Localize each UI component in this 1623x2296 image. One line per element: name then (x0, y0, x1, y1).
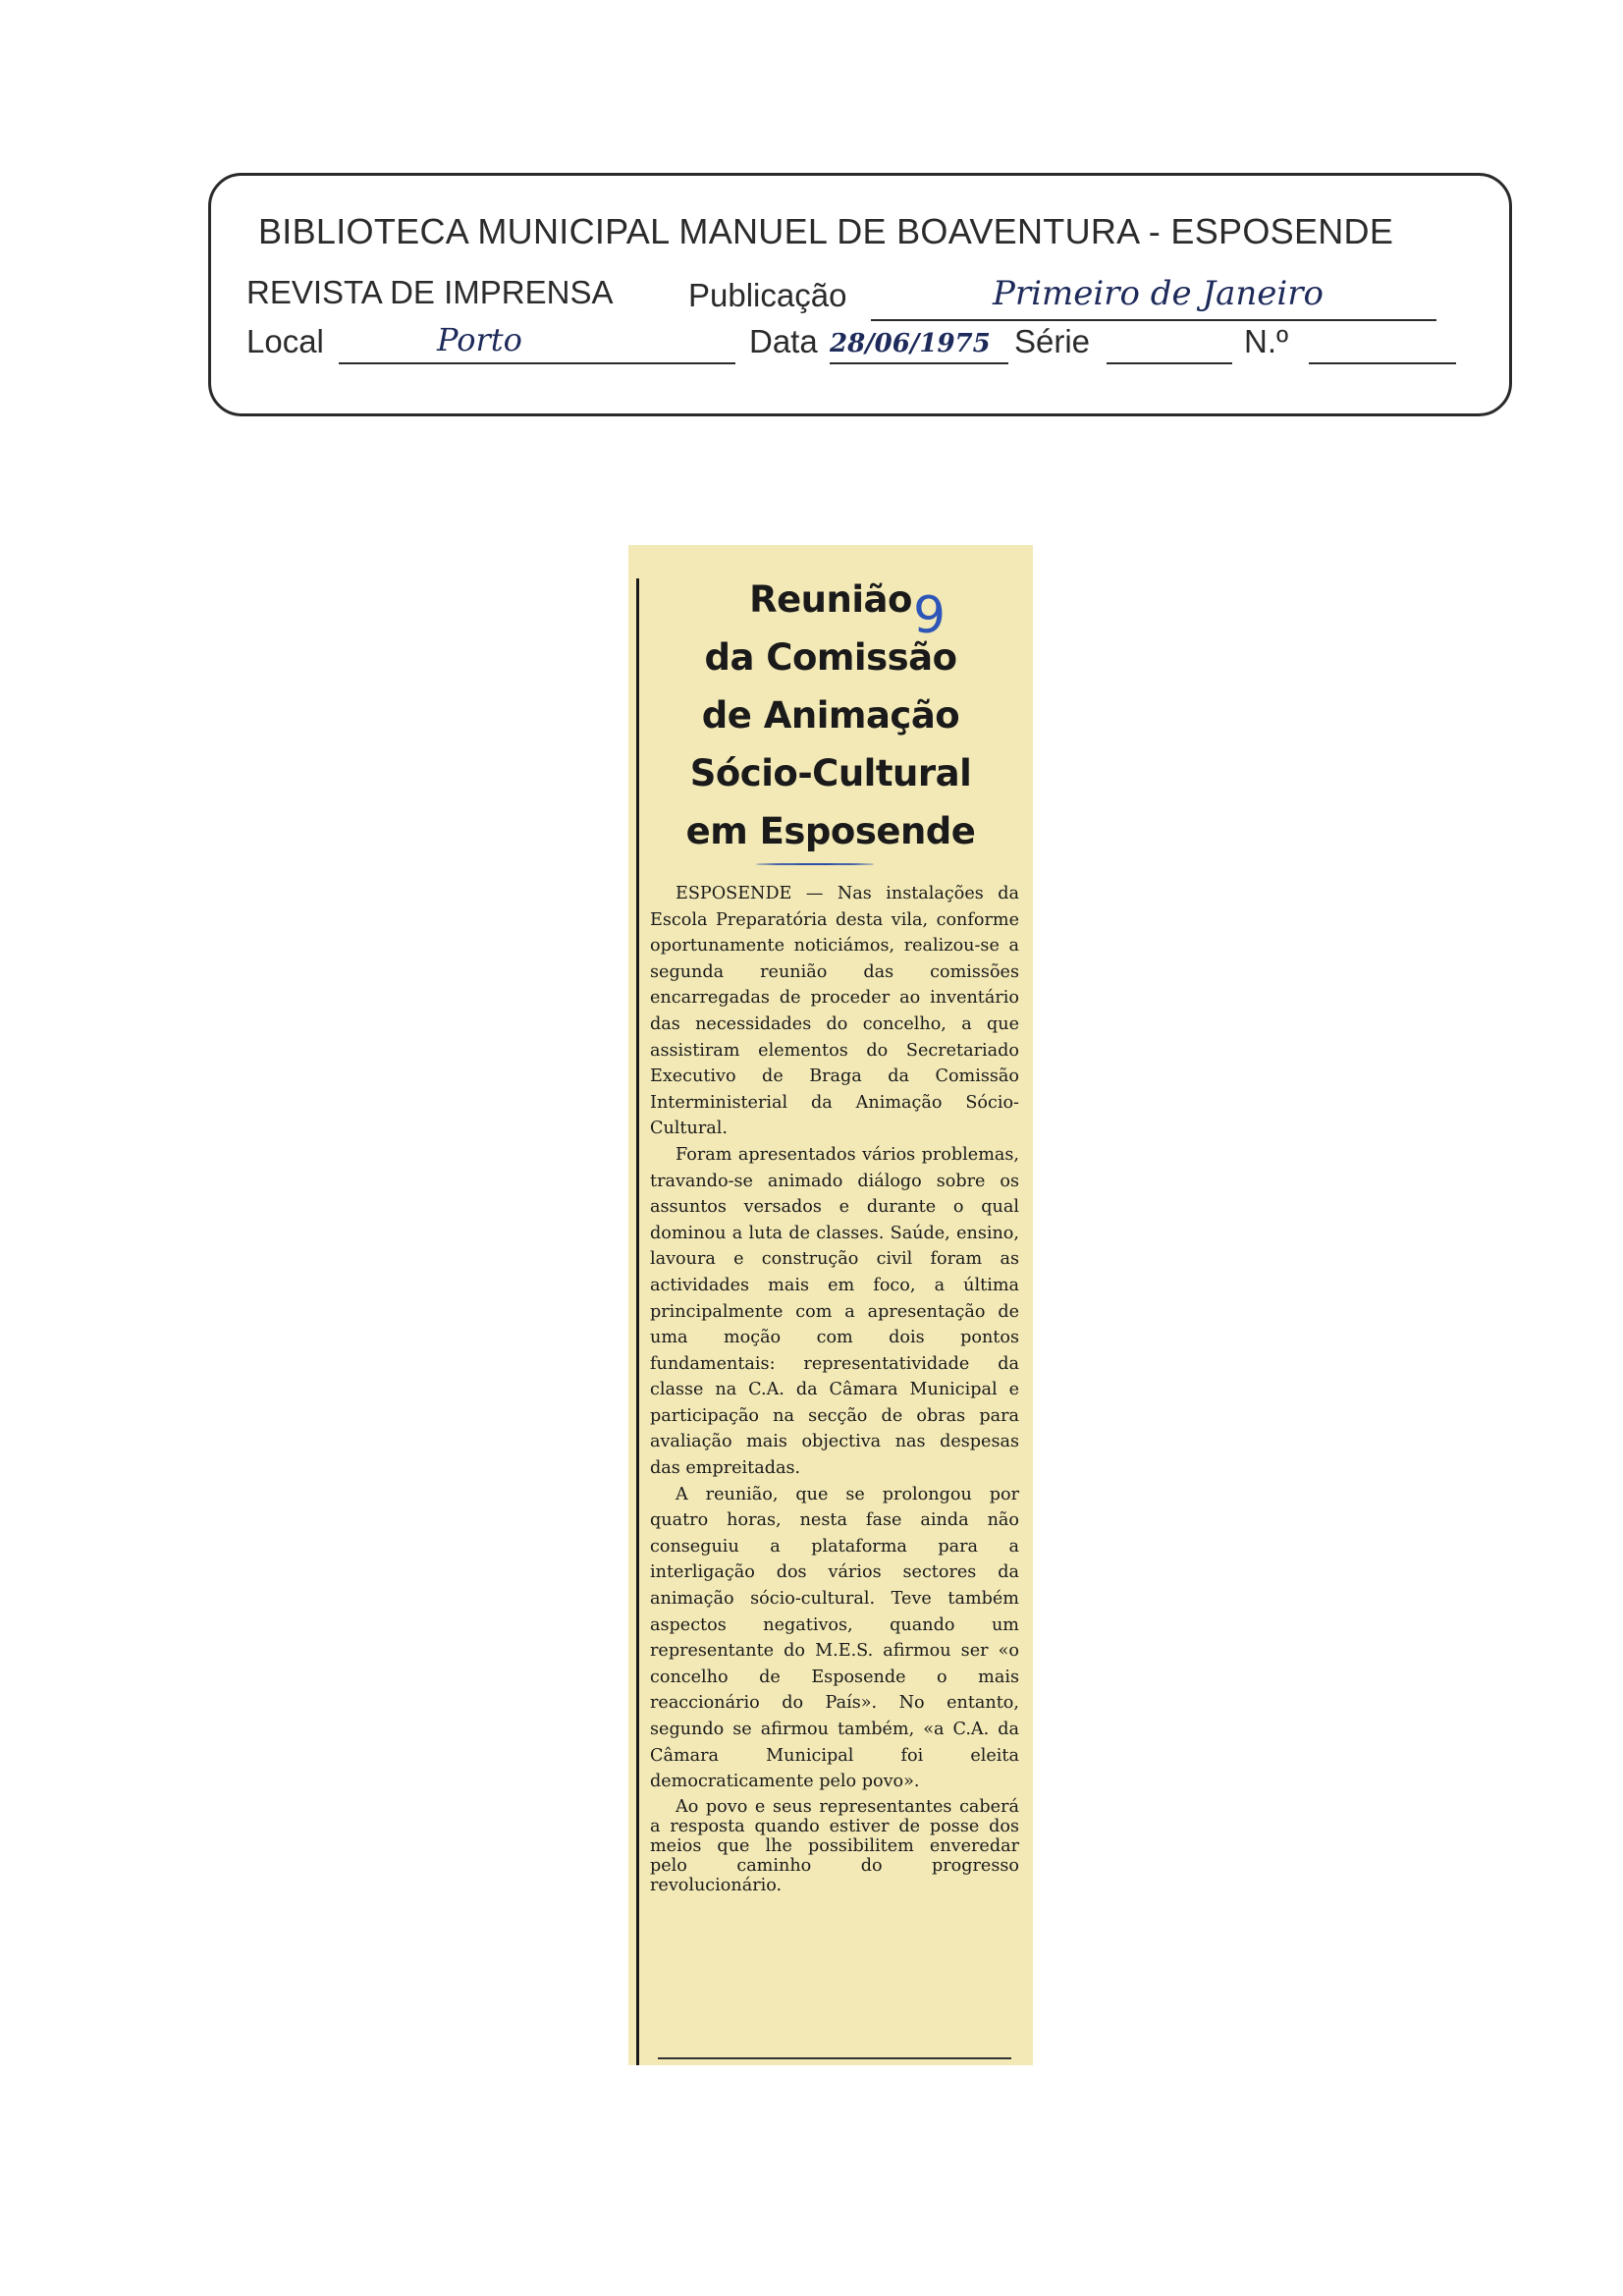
number-label: N.º (1244, 323, 1289, 359)
newspaper-clipping (628, 545, 1033, 2065)
library-stamp (208, 173, 1512, 416)
article-paragraph: Ao povo e seus representantes caberá a resposta quando estiver de posse dos meios que lhe possibilitem enveredar pelo caminho do progresso revolucionário. (650, 1796, 1019, 1895)
series-label: Série (1014, 323, 1091, 359)
article-body (650, 881, 1019, 1895)
headline-line: da Comissão (704, 636, 957, 679)
series-line (1107, 362, 1232, 364)
date-value: 28/06/1975 (830, 329, 991, 358)
number-line (1309, 362, 1456, 364)
article-headline (648, 571, 1013, 860)
headline-line: Reunião (749, 578, 912, 621)
headline-line: em Esposende (685, 810, 976, 852)
section-label: REVISTA DE IMPRENSA (246, 274, 614, 310)
local-value: Porto (437, 321, 522, 358)
local-label: Local (246, 323, 324, 359)
handwritten-number: 9 (913, 586, 947, 645)
date-line (830, 362, 1008, 364)
publication-label: Publicação (688, 277, 847, 313)
bottom-rule (658, 2057, 1011, 2059)
headline-line: Sócio-Cultural (689, 752, 972, 794)
headline-line: de Animação (701, 694, 960, 737)
library-title: BIBLIOTECA MUNICIPAL MANUEL DE BOAVENTURA - ESPOSENDE (258, 211, 1394, 251)
article-paragraph: ESPOSENDE — Nas instalações da Escola Preparatória desta vila, conforme oportunamente noticiámos, realizou-se a segunda reunião das comissões encarregadas de proceder ao inventário das necessidades do concelho, a que assistiram elementos do Secretariado Executivo de Braga da Comissão Interministerial da Animação Sócio-Cultural. (650, 884, 1019, 1139)
publication-value: Primeiro de Janeiro (993, 274, 1324, 313)
local-line (339, 362, 735, 364)
pencil-underline (756, 863, 874, 865)
date-label: Data (749, 323, 818, 359)
article-paragraph: Foram apresentados vários problemas, travando-se animado diálogo sobre os assuntos versados e durante o qual dominou a luta de classes. Saúde, ensino, lavoura e construção civil foram as actividades mais em foco, a última principalmente com a apresentação de uma moção com dois pontos fundamentais: representatividade da classe na C.A. da Câmara Municipal e participação na secção de obras para avaliação mais objectiva nas despesas das empreitadas. (650, 1144, 1019, 1479)
column-rule (636, 578, 639, 2065)
publication-line (871, 319, 1436, 321)
article-paragraph: A reunião, que se prolongou por quatro horas, nesta fase ainda não conseguiu a plataforma para a interligação dos vários sectores da animação sócio-cultural. Teve também aspectos negativos, quando um representante do M.E.S. afirmou ser «o concelho de Esposende o mais reaccionário do País». No entanto, segundo se afirmou também, «a C.A. da Câmara Municipal foi eleita democraticamente pelo povo». (650, 1484, 1019, 1792)
